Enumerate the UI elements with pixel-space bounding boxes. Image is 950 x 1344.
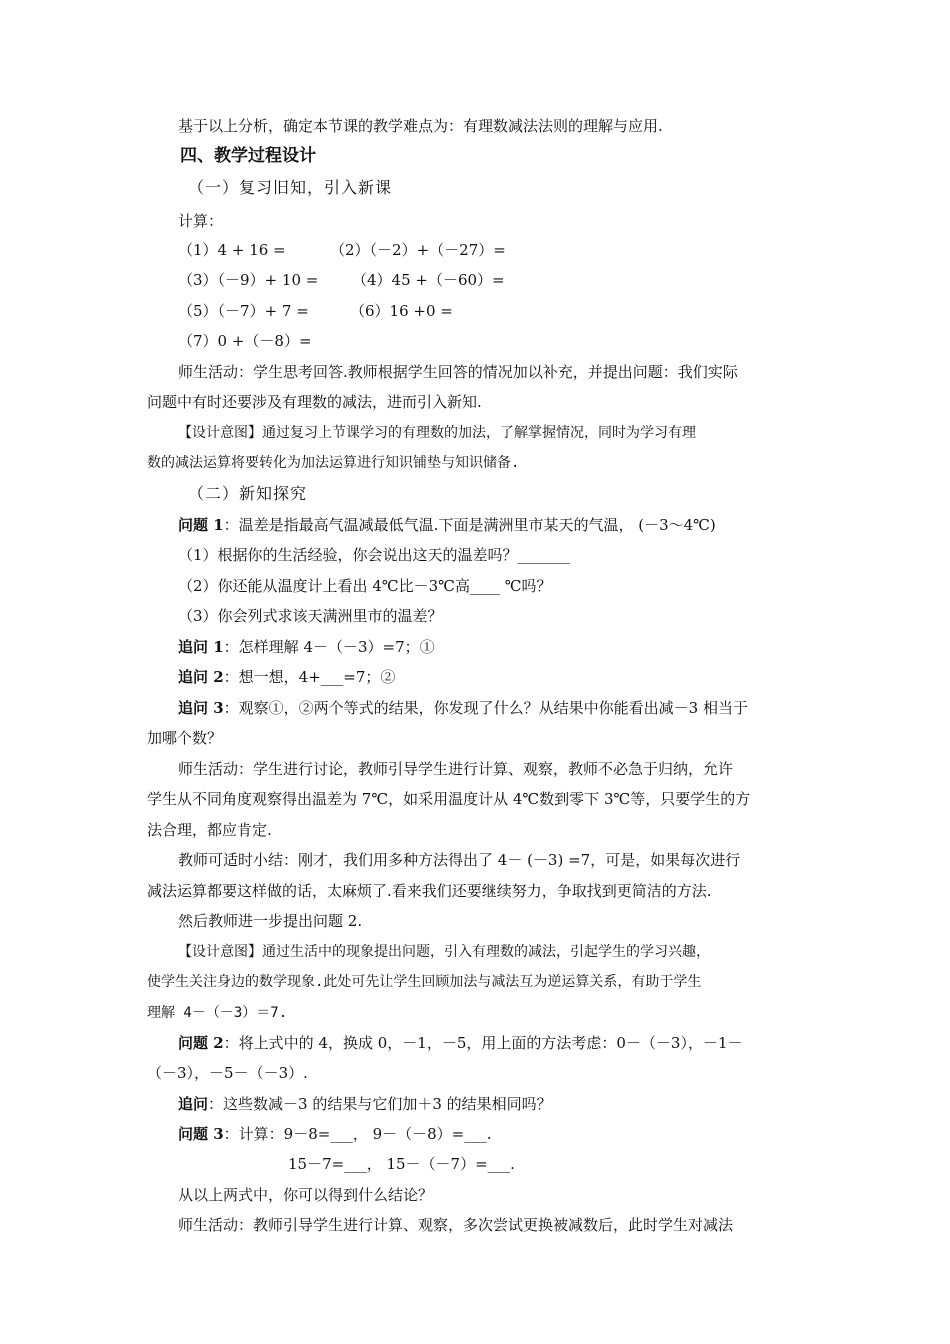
activity-paragraph-line: 问题中有时还要涉及有理数的减法，进而引入新知.	[147, 393, 482, 411]
followup-3	[178, 698, 838, 718]
followup-text: ：这些数减－3 的结果与它们加＋3 的结果相同吗？	[208, 1095, 552, 1113]
followup-label: 追问 2	[178, 668, 224, 686]
problem-label: 问题 3	[178, 1125, 224, 1143]
problem-text: ：将上式中的 4，换成 0，－1，－5，用上面的方法考虑：0－（－3），－1－	[223, 1034, 743, 1052]
followup-label: 追问 3	[178, 699, 224, 717]
followup-text-cont: 加哪个数？	[147, 729, 223, 747]
activity-paragraph-line: 学生从不同角度观察得出温差为 7℃，如采用温度计从 4℃数到零下 3℃等，只要学生的方	[147, 790, 751, 808]
design-intent-line: 【设计意图】通过生活中的现象提出问题，引入有理数的减法，引起学生的学习兴趣，	[178, 944, 710, 960]
problem-text-cont: （－3），－5－（－3）.	[147, 1064, 308, 1082]
design-intent-line: 使学生关注身边的数学现象.此处可先让学生回顾加法与减法互为逆运算关系，有助于学生	[147, 974, 702, 990]
problem-1	[178, 515, 838, 535]
calc-item: （7）0 +（－8）=	[178, 332, 312, 350]
followup-text: ：怎样理解 4－（－3）=7；①	[223, 638, 435, 656]
activity-paragraph-line: 法合理，都应肯定.	[147, 821, 272, 839]
problem-text: ：温差是指最高气温减最低气温.下面是满洲里市某天的气温， (－3～4℃)	[223, 516, 716, 534]
question-item: （3）你会列式求该天满洲里市的温差？	[178, 607, 443, 625]
design-intent-line: 理解 4－（－3）＝7.	[147, 1005, 288, 1021]
followup-4	[178, 1094, 838, 1114]
problem-label: 问题 2	[178, 1034, 224, 1052]
followup-2	[178, 667, 838, 687]
subsection-title: （一）复习旧知，引入新课	[188, 178, 393, 197]
summary-line: 减法运算都要这样做的话，太麻烦了.看来我们还要继续努力，争取找到更简洁的方法.	[147, 882, 712, 900]
subsection-title: （二）新知探究	[188, 484, 308, 503]
problem-3	[178, 1124, 838, 1144]
calc-item: （5）（－7）+ 7 =	[178, 302, 309, 320]
calc-label: 计算：	[178, 212, 224, 230]
problem-2	[178, 1033, 838, 1053]
summary-line: 教师可适时小结：刚才，我们用多种方法得出了 4－ (－3) =7，可是，如果每次进行	[178, 851, 741, 869]
calc-item: （4）45 +（－60）=	[352, 271, 505, 289]
problem-text: ：计算：9－8=___， 9－（－8）=___.	[223, 1125, 492, 1143]
activity-paragraph-line: 师生活动：学生思考回答.教师根据学生回答的情况加以补充，并提出问题：我们实际	[178, 363, 738, 381]
activity-paragraph-line: 师生活动：教师引导学生进行计算、观察，多次尝试更换被减数后，此时学生对减法	[178, 1216, 734, 1234]
followup-1	[178, 637, 838, 657]
design-intent-line: 【设计意图】通过复习上节课学习的有理数的加法，了解掌握情况，同时为学习有理	[178, 425, 696, 441]
question-item: （2）你还能从温度计上看出 4℃比－3℃高____ ℃吗？	[178, 577, 552, 595]
activity-paragraph-line: 师生活动：学生进行讨论，教师引导学生进行计算、观察，教师不必急于归纳，允许	[178, 760, 734, 778]
design-intent-line: 数的减法运算将要转化为加法运算进行知识铺垫与知识储备.	[147, 455, 520, 471]
calc-item: （6）16 +0 =	[350, 302, 453, 320]
followup-label: 追问 1	[178, 638, 224, 656]
section-title: 四、教学过程设计	[180, 146, 316, 166]
calc-item: （2）（－2）+（－27）=	[330, 241, 506, 259]
followup-text: ：想一想，4+___=7；②	[223, 668, 396, 686]
calc-item: （3）（－9）+ 10 =	[178, 271, 319, 289]
followup-text: ：观察①，②两个等式的结果，你发现了什么？从结果中你能看出减－3 相当于	[223, 699, 748, 717]
question-item: （1）根据你的生活经验，你会说出这天的温差吗？_______	[178, 546, 571, 564]
intro-line: 基于以上分析，确定本节课的教学难点为：有理数减法法则的理解与应用.	[178, 117, 663, 135]
followup-label: 追问	[178, 1095, 209, 1113]
problem-label: 问题 1	[178, 516, 224, 534]
conclusion-question: 从以上两式中，你可以得到什么结论？	[178, 1186, 434, 1204]
then-line: 然后教师进一步提出问题 2.	[178, 912, 363, 930]
calc-item: （1）4 + 16 =	[178, 241, 286, 259]
problem-3-line2: 15－7=___， 15－（－7）=___.	[288, 1155, 515, 1173]
